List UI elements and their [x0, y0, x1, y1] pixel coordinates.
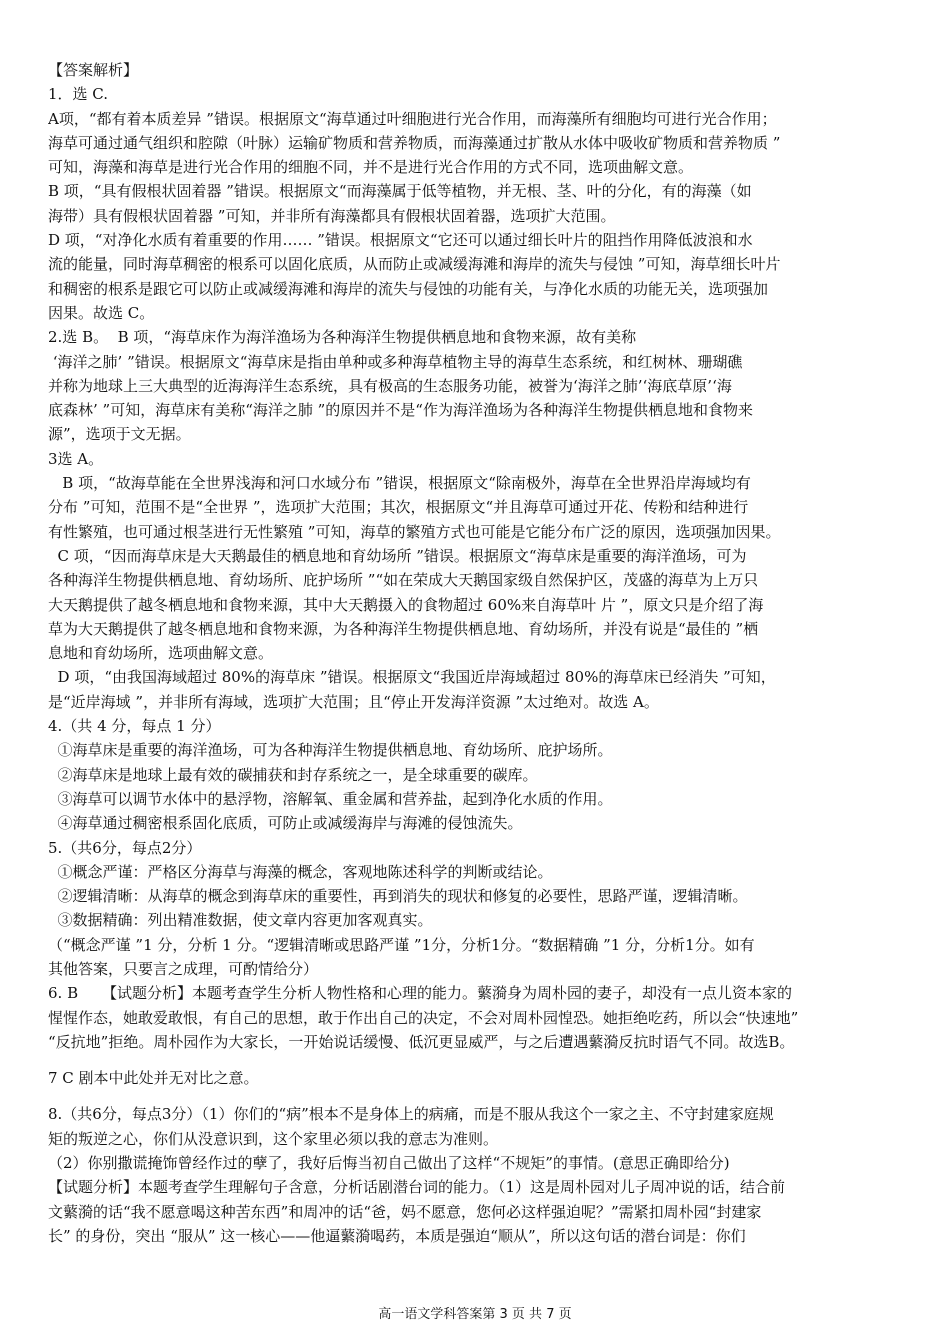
- text-line: 3选 A。: [48, 449, 104, 468]
- text-line: A项，“都有着本质差异 ”错误。根据原文“海草通过叶细胞进行光合作用，而海藻所有细胞均可进行光合作用；: [48, 109, 777, 128]
- text-line: 和稠密的根系是跟它可以防止或减缓海滩和海岸的流失与侵蚀的功能有关，与净化水质的功能无关，选项强加: [48, 279, 769, 298]
- text-line: B 项，“故海草能在全世界浅海和河口水域分布 ”错误，根据原文“除南极外，海草在全世界沿岸海域均有: [48, 474, 751, 493]
- text-line: 6. B 【试题分析】本题考查学生分析人物性格和心理的能力。蘩漪身为周朴园的妻子，却没有一点儿资本家的: [48, 984, 792, 1003]
- text-line: 【答案解析】: [48, 61, 139, 79]
- text-line: 其他答案，只要言之成理，可酌情给分）: [48, 959, 319, 978]
- text-line: 有性繁殖，也可通过根茎进行无性繁殖 ”可知，海草的繁殖方式也可能是它能分布广泛的原因，选项强加因果。: [48, 522, 781, 541]
- text-line: 7 C 剧本中此处并无对比之意。: [48, 1069, 259, 1088]
- text-line: 8.（共6分，每点3分）（1）你们的“病”根本不是身体上的病痛，而是不服从我这个一家之主、不守封建家庭规: [48, 1105, 774, 1124]
- text-line: “反抗地”拒绝。周朴园作为大家长，一开始说话缓慢、低沉更显威严，与之后遭遇蘩漪反抗时语气不同。故选B。: [48, 1032, 795, 1051]
- text-line: ②逻辑清晰：从海草的概念到海草床的重要性，再到消失的现状和修复的必要性，思路严谨，逻辑清晰。: [48, 887, 748, 906]
- text-line: 可知，海藻和海草是进行光合作用的细胞不同，并不是进行光合作用的方式不同，选项曲解文意。: [48, 158, 694, 177]
- text-line: D 项，“对净化水质有着重要的作用…… ”错误。根据原文“它还可以通过细长叶片的阻挡作用降低波浪和水: [48, 231, 753, 250]
- paragraph-gap: [48, 1090, 904, 1102]
- text-line: C 项，“因而海草床是大天鹅最佳的栖息地和育幼场所 ”错误。根据原文“海草床是重要的海洋渔场，可为: [48, 546, 747, 565]
- text-line: 源”，选项于文无据。: [48, 425, 191, 444]
- text-line: 长” 的身份，突出 “服从” 这一核心——他逼蘩漪喝药，本质是强迫“顺从”，所以这句话的潜台词是：你们: [48, 1226, 746, 1245]
- text-line: 1．选 C.: [48, 85, 109, 104]
- text-line: ④海草通过稠密根系固化底质，可防止或减缓海岸与海滩的侵蚀流失。: [48, 814, 523, 833]
- text-line: ①概念严谨：严格区分海草与海藻的概念，客观地陈述科学的判断或结论。: [48, 862, 553, 881]
- paragraph-gap: [48, 1054, 904, 1066]
- text-line: 息地和育幼场所，选项曲解文意。: [48, 644, 274, 663]
- text-line: ③数据精确：列出精准数据，使文章内容更加客观真实。: [48, 911, 433, 930]
- text-line: 【试题分析】本题考查学生理解句子含意，分析话剧潜台词的能力。（1）这是周朴园对儿子周冲说的话，结合前: [48, 1178, 786, 1197]
- text-line: B 项，“具有假根状固着器 ”错误。根据原文“而海藻属于低等植物，并无根、茎、叶的分化，有的海藻（如: [48, 182, 752, 201]
- text-line: 5.（共6分，每点2分）: [48, 838, 202, 857]
- page-footer: 高一语文学科答案第 3 页 共 7 页: [378, 1307, 572, 1322]
- text-line: 底森林’ ”可知，海草床有美称“海洋之肺 ”的原因并不是“作为海洋渔场为各种海洋生物提供栖息地和食物来: [48, 401, 753, 420]
- text-line: 草为大天鹅提供了越冬栖息地和食物来源，为各种海洋生物提供栖息地、育幼场所，并没有说是“最佳的 ”栖: [48, 619, 759, 638]
- text-line: 并称为地球上三大典型的近海海洋生态系统，具有极高的生态服务功能，被誉为‘海洋之肺’‘海底草原’‘海: [48, 376, 732, 395]
- text-line: 是“近岸海域 ”，并非所有海域，选项扩大范围；且“停止开发海洋资源 ”太过绝对。故选 A。: [48, 692, 659, 711]
- text-line: 矩的叛逆之心，你们从没意识到，这个家里必须以我的意志为准则。: [48, 1129, 499, 1148]
- text-line: 文蘩漪的话“我不愿意喝这种苦东西”和周冲的话“爸，妈不愿意，您何必这样强迫呢？”需紧扣周朴园“封建家: [48, 1202, 762, 1221]
- text-line: ②海草床是地球上最有效的碳捕获和封存系统之一，是全球重要的碳库。: [48, 765, 538, 784]
- text-line: 分布 ”可知，范围不是“全世界 ”，选项扩大范围；其次，根据原文“并且海草可通过开花、传粉和结种进行: [48, 498, 749, 517]
- answer-analysis-body: [48, 58, 904, 1248]
- text-line: ③海草可以调节水体中的悬浮物，溶解氧、重金属和营养盐，起到净化水质的作用。: [48, 789, 613, 808]
- text-line: 大天鹅提供了越冬栖息地和食物来源，其中大天鹅摄入的食物超过 60%来自海草叶 片 ”，原文只是介绍了海: [48, 595, 764, 614]
- text-line: 因果。故选 C。: [48, 303, 155, 322]
- text-line: 各种海洋生物提供栖息地、育幼场所、庇护场所 ”“如在荣成大天鹅国家级自然保护区，茂盛的海草为上万只: [48, 571, 759, 590]
- text-line: ‘海洋之肺’ ”错误。根据原文“海草床是指由单种或多种海草植物主导的海草生态系统，和红树林、珊瑚礁: [48, 352, 743, 371]
- text-line: （2）你别撒谎掩饰曾经作过的孽了，我好后悔当初自己做出了这样“不规矩”的事情。(意思正确即给分): [48, 1154, 730, 1173]
- text-line: （“概念严谨 ”1 分，分析 1 分。“逻辑清晰或思路严谨 ”1分，分析1分。“数据精确 ”1 分，分析1分。如有: [48, 935, 755, 954]
- text-line: 惺惺作态，她敢爱敢恨，有自己的思想，敢于作出自己的决定，不会对周朴园惶恐。她拒绝吃药，所以会“快速地”: [48, 1008, 799, 1027]
- text-line: 海草可通过通气组织和腔隙（叶脉）运输矿物质和营养物质，而海藻通过扩散从水体中吸收矿物质和营养物质 ”: [48, 133, 781, 152]
- text-line: D 项，“由我国海域超过 80%的海草床 ”错误。根据原文“我国近岸海域超过 80%的海草床已经消失 ”可知，: [48, 668, 776, 687]
- text-line: 海带）具有假根状固着器 ”可知，并非所有海藻都具有假根状固着器，选项扩大范围。: [48, 206, 616, 225]
- text-line: ①海草床是重要的海洋渔场，可为各种海洋生物提供栖息地、育幼场所、庇护场所。: [48, 741, 613, 760]
- text-line: 2.选 B。 B 项，“海草床作为海洋渔场为各种海洋生物提供栖息地和食物来源，故有美称: [48, 328, 637, 347]
- text-line: 流的能量，同时海草稠密的根系可以固化底质，从而防止或减缓海滩和海岸的流失与侵蚀 ”可知，海草细长叶片: [48, 255, 781, 274]
- text-line: 4.（共 4 分，每点 1 分）: [48, 717, 221, 736]
